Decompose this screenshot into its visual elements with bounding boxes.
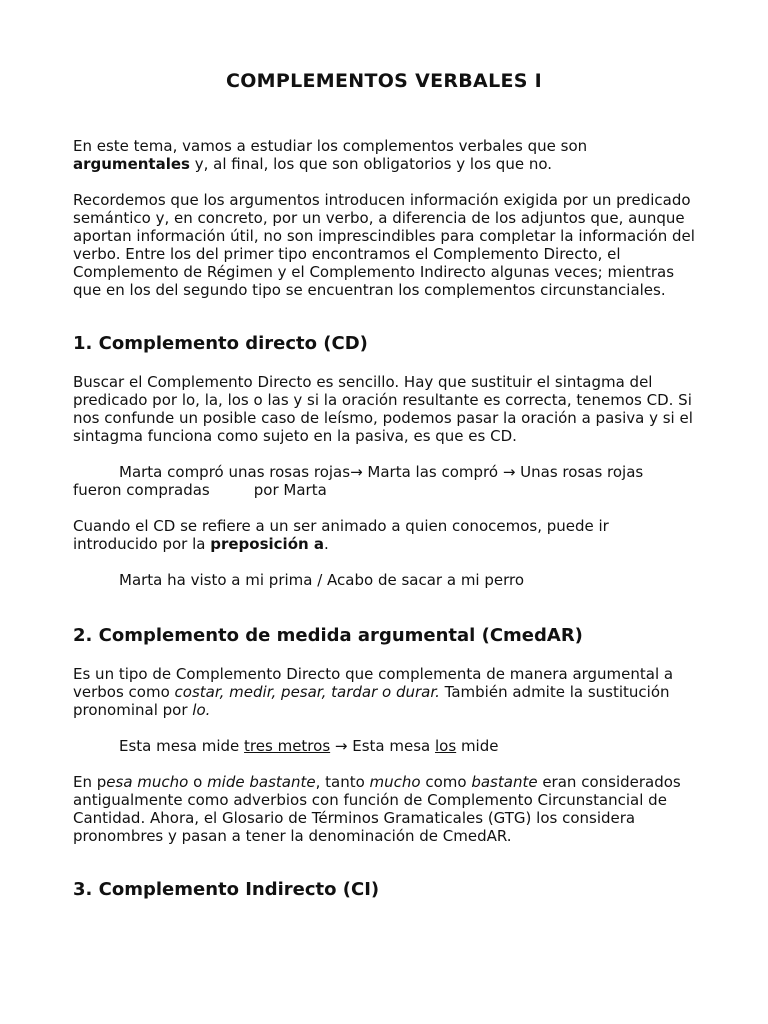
text-run: mide xyxy=(456,737,499,755)
italic-esa-mucho: esa mucho xyxy=(106,773,189,791)
text-run: , tanto xyxy=(315,773,370,791)
section-1-example-1 xyxy=(73,463,695,499)
italic-lo: lo. xyxy=(192,701,211,719)
example-text-b: por Marta xyxy=(253,481,327,499)
bold-term-argumentales: argumentales xyxy=(73,155,190,173)
text-run: y, al final, los que son obligatorios y los que no. xyxy=(189,155,553,173)
text-run: En p xyxy=(73,773,107,791)
section-2-heading: 2. Complemento de medida argumental (CmedAR) xyxy=(73,625,583,646)
example-text-a: Marta compró unas rosas rojas→ Marta las compró → Unas rosas rojas fueron compradas xyxy=(73,463,644,499)
section-1-heading: 1. Complemento directo (CD) xyxy=(73,333,368,354)
intro-paragraph-1 xyxy=(73,137,695,173)
italic-mucho: mucho xyxy=(369,773,421,791)
text-run: o xyxy=(188,773,208,791)
italic-mide-bastante: mide bastante xyxy=(207,773,316,791)
text-run: Es un tipo de Complemento Directo que complementa de manera argumental a verbos como xyxy=(73,665,674,701)
section-1-paragraph-1: Buscar el Complemento Directo es sencillo. Hay que sustituir el sintagma del predicado por lo, la, los o las y si la oración resultante es correcta, tenemos CD. Si nos confunde un posible caso de leísmo, podemos pasar la oración a pasiva y si el sintagma funciona como sujeto en la pasiva, es que es CD. xyxy=(73,373,693,445)
intro-paragraph-2: Recordemos que los argumentos introducen información exigida por un predicado semántico y, en concreto, por un verbo, a diferencia de los adjuntos que, aunque aportan información útil, no son imprescindibles para completar la información del verbo. Entre los del primer tipo encontramos el Complemento Directo, el Complemento de Régimen y el Complemento Indirecto algunas veces; mientras que en los del segundo tipo se encuentran los complementos circunstanciales. xyxy=(73,191,695,299)
text-run: En este tema, vamos a estudiar los complementos verbales que son xyxy=(73,137,588,155)
text-run: También admite la sustitución pronominal por xyxy=(73,683,670,719)
text-run: . xyxy=(324,535,329,553)
section-2-paragraph-2 xyxy=(73,773,695,845)
underlined-los: los xyxy=(435,737,457,755)
section-3-heading: 3. Complemento Indirecto (CI) xyxy=(73,879,380,900)
text-run: Esta mesa mide xyxy=(119,737,245,755)
section-2-paragraph-1 xyxy=(73,665,695,719)
section-2-example xyxy=(73,737,695,755)
text-run: → Esta mesa xyxy=(330,737,435,755)
italic-bastante: bastante xyxy=(471,773,538,791)
section-1-paragraph-2 xyxy=(73,517,695,553)
underlined-tres-metros: tres metros xyxy=(244,737,331,755)
document-title: COMPLEMENTOS VERBALES I xyxy=(225,70,543,92)
text-run: como xyxy=(420,773,472,791)
italic-verbs: costar, medir, pesar, tardar o durar. xyxy=(174,683,440,701)
section-1-example-2: Marta ha visto a mi prima / Acabo de sacar a mi perro xyxy=(119,571,525,589)
bold-term-preposicion: preposición a xyxy=(210,535,325,553)
text-run: eran considerados antigualmente como adverbios con función de Complemento Circunstancial de Cantidad. Ahora, el Glosario de Términos Gramaticales (GTG) los considera pronombres y pasan a tener la denominación de CmedAR. xyxy=(73,773,681,845)
example-text xyxy=(73,463,643,499)
text-run: Cuando el CD se refiere a un ser animado a quien conocemos, puede ir introducido por la xyxy=(73,517,609,553)
